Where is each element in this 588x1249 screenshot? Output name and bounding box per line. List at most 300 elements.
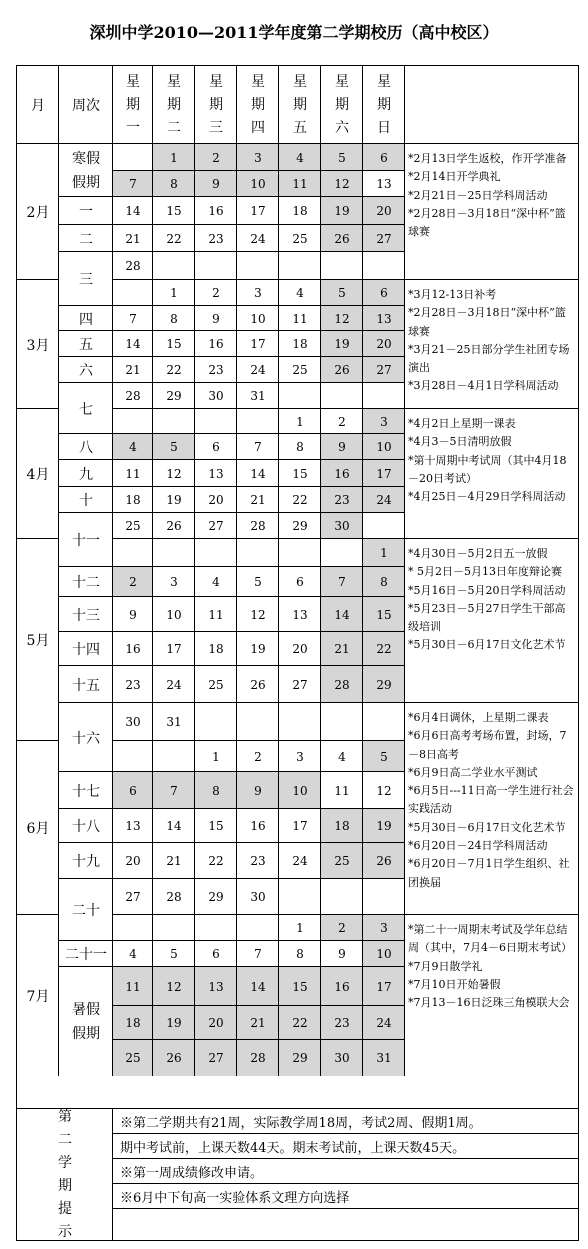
day-number: 6 [296,575,304,589]
day-number: 3 [254,286,262,300]
day-number: 26 [334,363,350,377]
day-number: 5 [338,286,346,300]
day-cell [194,382,237,409]
day-cell [152,143,195,171]
day-number: 8 [296,440,304,454]
day-number: 28 [334,677,350,692]
notes-list [408,150,576,241]
week-label: 六 [79,363,93,379]
day-cell [236,170,279,197]
day-cell [152,596,195,632]
day-cell [320,512,363,539]
header-weekday-char: 星 [335,73,349,90]
note-item: *第二十一周期末考试及学年总结周（其中，7月4－6日期末考试） [408,923,572,955]
day-cell [320,878,363,915]
tips-label-char: 示 [58,1224,72,1240]
day-cell [152,486,195,513]
note-item: *7月9日散学礼 [408,959,483,973]
day-number: 20 [376,204,392,218]
day-cell [278,408,321,434]
day-cell [112,143,153,171]
note-item: *4月30日－5月2日五一放假 [408,547,548,560]
day-number: 26 [250,677,266,692]
day-cell [278,596,321,632]
day-number: 1 [212,749,220,764]
day-number: 9 [254,783,262,798]
day-cell [278,512,321,539]
day-cell [236,196,279,225]
day-number: 12 [376,783,392,798]
day-number: 4 [296,286,304,300]
day-cell [320,914,363,941]
header-weekday [278,65,321,144]
day-number: 18 [125,1016,141,1030]
day-cell [362,740,405,772]
day-cell [236,330,279,357]
day-cell [112,771,153,809]
day-cell [112,808,153,843]
day-cell [320,596,363,632]
day-number: 9 [212,177,220,191]
week-label: 二十 [72,903,100,919]
day-cell [236,408,279,434]
day-number: 14 [166,819,182,833]
day-number: 13 [208,979,224,994]
day-number: 28 [125,259,141,273]
week-label: 十五 [72,677,100,694]
day-cell [320,740,363,772]
day-cell [320,538,363,567]
week-cell [58,566,113,597]
day-cell [320,966,363,1006]
day-number: 14 [250,466,266,481]
day-cell [278,808,321,843]
header-weekday-char: 星 [377,73,391,90]
week-label-line: 寒假 [72,150,100,167]
day-cell [194,459,237,487]
day-number: 30 [125,715,141,729]
week-cell [58,596,113,632]
day-number: 11 [292,177,308,191]
day-number: 27 [125,890,141,904]
day-number: 15 [166,204,182,218]
day-number: 20 [292,642,308,656]
day-number: 9 [212,311,220,326]
tips-label [16,1108,113,1241]
day-number: 23 [125,677,141,692]
day-cell [278,665,321,703]
day-cell [194,433,237,460]
day-cell [194,196,237,225]
day-cell [278,878,321,915]
month-cell [16,408,59,539]
tip-row [112,1108,579,1134]
day-number: 7 [170,783,178,798]
day-number: 11 [208,607,224,622]
day-number: 13 [292,607,308,622]
day-cell [112,940,153,967]
day-cell [278,224,321,252]
header-weekday-char: 一 [126,119,140,136]
day-cell [152,566,195,597]
day-cell [112,433,153,460]
day-number: 10 [250,177,266,191]
day-number: 17 [376,466,392,481]
day-number: 16 [250,819,266,833]
day-number: 30 [334,519,350,533]
header-weekday-char: 星 [293,73,307,90]
header-weekday-char: 星 [209,73,223,90]
month-label: 7月 [26,988,50,1005]
week-label: 十九 [72,854,100,870]
day-cell [362,966,405,1006]
day-cell [320,631,363,666]
week-cell [58,702,113,772]
day-number: 5 [170,947,178,961]
header-weekday [320,65,363,144]
note-item: *5月30日－6月17日文化艺术节 [408,638,566,652]
header-weekday [194,65,237,144]
page-title: 深圳中学2010—2011学年度第二学期校历（高中校区） [89,23,499,42]
day-number: 14 [125,204,141,218]
day-number: 12 [250,607,266,622]
day-cell [152,631,195,666]
day-cell [152,702,195,741]
day-number: 22 [208,854,224,868]
tip-text: ※第二学期共有21周，实际教学周18周，考试2周、假期1周。 [120,1116,482,1131]
day-number: 29 [292,519,308,533]
day-cell [152,512,195,539]
day-cell [152,914,195,941]
day-number: 20 [376,337,392,351]
day-cell [194,279,237,306]
day-number: 14 [250,979,266,994]
day-number: 4 [212,575,220,589]
day-number: 29 [208,890,224,904]
day-cell [112,538,153,567]
day-cell [194,408,237,434]
header-weekday-char: 期 [167,96,181,113]
day-cell [236,940,279,967]
day-cell [194,665,237,703]
day-cell [362,305,405,331]
day-number: 12 [334,177,350,191]
day-cell [112,566,153,597]
day-cell [362,196,405,225]
tip-row [112,1133,579,1159]
day-number: 2 [338,921,346,935]
week-cell [58,251,113,306]
day-number: 17 [166,642,182,656]
day-number: 22 [292,1016,308,1030]
day-number: 22 [166,231,182,246]
day-number: 24 [166,677,182,692]
day-cell [112,596,153,632]
day-number: 7 [254,947,262,961]
day-cell [236,878,279,915]
week-label: 二 [79,231,93,248]
day-number: 27 [208,1051,224,1065]
day-cell [362,665,405,703]
day-cell [362,538,405,567]
day-cell [194,940,237,967]
tip-row-empty [112,1208,579,1241]
day-cell [236,279,279,306]
note-item: *3月12-13日补考 [408,288,497,301]
day-number: 31 [376,1051,392,1065]
day-cell [112,878,153,915]
header-weekday-char: 期 [377,96,391,113]
day-cell [152,356,195,383]
week-cell [58,940,113,967]
day-number: 28 [166,890,182,904]
notes-cell [404,143,579,280]
note-item: *7月10日开始暑假 [408,977,501,991]
week-cell [58,196,113,225]
day-number: 31 [250,389,266,403]
day-cell [278,702,321,741]
day-number: 15 [208,819,224,833]
week-label: 十三 [72,607,100,624]
note-item: *4月25日－4月29日学科周活动 [408,490,566,504]
day-number: 5 [380,749,388,764]
note-item: * 5月2日－5月13日年度辩论赛 [408,565,562,579]
day-cell [278,251,321,280]
day-cell [320,665,363,703]
note-item: *6月4日调休，上星期二课表 [408,711,549,724]
day-cell [194,808,237,843]
day-cell [194,740,237,772]
day-cell [112,842,153,879]
day-number: 13 [208,466,224,481]
day-cell [278,966,321,1006]
note-item: *6月9日高二学业水平测试 [408,765,538,779]
day-cell [320,305,363,331]
day-number: 6 [380,150,388,165]
day-cell [152,433,195,460]
day-number: 8 [170,311,178,326]
day-cell [236,808,279,843]
tips-label-char: 期 [58,1178,72,1194]
day-number: 1 [380,546,388,560]
header-weekday-char: 期 [251,96,265,113]
day-number: 25 [125,519,141,533]
day-cell [236,596,279,632]
day-number: 3 [296,749,304,764]
header-weekday-char: 日 [377,119,391,136]
day-cell [278,382,321,409]
day-cell [362,459,405,487]
day-cell [320,771,363,809]
day-number: 23 [334,1016,350,1030]
day-number: 29 [292,1051,308,1065]
note-item: *4月3－5日清明放假 [408,435,512,449]
day-cell [152,966,195,1006]
day-number: 29 [166,389,182,403]
day-number: 4 [338,749,346,764]
day-cell [320,143,363,171]
day-cell [278,356,321,383]
week-cell [58,631,113,666]
header-weekday [236,65,279,144]
day-cell [362,1005,405,1040]
header-weekday-char: 星 [167,73,181,90]
day-cell [362,512,405,539]
day-cell [194,512,237,539]
day-cell [112,330,153,357]
day-cell [236,665,279,703]
day-number: 12 [166,979,182,994]
day-cell [278,459,321,487]
notes-list [408,709,576,892]
day-number: 15 [376,607,392,622]
week-cell [58,433,113,460]
day-cell [362,808,405,843]
day-cell [236,702,279,741]
day-cell [194,631,237,666]
week-cell [58,382,113,434]
day-cell [194,566,237,597]
week-label: 十七 [72,783,100,800]
note-item: *4月2日上星期一课表 [408,417,516,430]
week-cell [58,665,113,703]
day-number: 23 [208,231,224,246]
day-number: 17 [376,979,392,994]
day-number: 27 [292,677,308,692]
day-number: 4 [129,440,137,454]
day-number: 29 [376,677,392,692]
week-cell [58,305,113,331]
day-number: 8 [212,783,220,798]
day-number: 30 [334,1051,350,1065]
day-number: 2 [254,749,262,764]
day-cell [112,512,153,539]
header-weekday [112,65,153,144]
day-number: 10 [250,311,266,326]
week-cell [58,878,113,941]
week-cell [58,512,113,567]
notes-cell [404,408,579,539]
day-cell [194,538,237,567]
day-number: 11 [292,311,308,326]
notes-cell [404,538,579,703]
day-cell [236,143,279,171]
day-cell [194,1039,237,1076]
day-cell [320,1005,363,1040]
day-cell [362,878,405,915]
day-cell [278,1005,321,1040]
day-number: 21 [125,363,141,377]
day-cell [194,1005,237,1040]
day-number: 15 [292,979,308,994]
day-cell [320,330,363,357]
week-cell [58,330,113,357]
tip-row [112,1158,579,1184]
week-label: 十四 [72,642,100,658]
note-item: *7月13－16日泛珠三角模联大会 [408,996,570,1010]
day-cell [194,224,237,252]
day-number: 10 [376,947,392,961]
day-cell [320,459,363,487]
day-number: 3 [170,575,178,589]
day-cell [362,771,405,809]
week-label: 九 [79,466,93,483]
day-number: 14 [125,337,141,351]
day-number: 24 [250,363,266,377]
day-number: 17 [250,204,266,218]
day-number: 2 [212,286,220,300]
tips-label-char: 二 [58,1132,72,1148]
tips-label-char: 学 [58,1155,72,1171]
day-cell [236,566,279,597]
day-cell [278,914,321,941]
day-cell [236,771,279,809]
tip-text: ※6月中下旬高一实验体系文理方向选择 [120,1191,350,1206]
header-weekday [152,65,195,144]
day-number: 21 [166,854,182,868]
day-cell [236,459,279,487]
day-cell [112,279,153,306]
note-item: *3月28日－4月1日学科周活动 [408,379,559,393]
day-number: 19 [166,1016,182,1030]
day-cell [152,224,195,252]
day-number: 16 [334,979,350,994]
day-number: 17 [292,819,308,833]
day-cell [194,330,237,357]
note-item: *5月30日－6月17日文化艺术节 [408,820,566,834]
day-cell [362,382,405,409]
day-number: 16 [334,466,350,481]
week-label: 二十一 [65,947,107,963]
day-cell [194,486,237,513]
day-cell [236,356,279,383]
day-cell [278,170,321,197]
day-cell [112,486,153,513]
day-cell [194,771,237,809]
day-cell [320,196,363,225]
day-number: 10 [376,440,392,454]
tips-label-char: 提 [58,1201,72,1217]
day-number: 12 [334,311,350,326]
header-week-label: 周次 [72,98,100,114]
day-cell [236,305,279,331]
day-number: 1 [296,414,304,429]
day-cell [152,279,195,306]
day-number: 18 [292,204,308,218]
day-cell [236,224,279,252]
notes-list [408,286,576,396]
header-month [16,65,59,144]
week-cell [58,459,113,487]
header-weekday-char: 期 [335,96,349,113]
day-cell [112,305,153,331]
day-number: 27 [208,519,224,533]
day-cell [278,842,321,879]
day-cell [278,196,321,225]
day-cell [362,914,405,941]
day-cell [112,196,153,225]
day-number: 19 [334,337,350,351]
day-number: 19 [334,204,350,218]
day-cell [194,305,237,331]
day-cell [152,170,195,197]
day-cell [194,878,237,915]
day-number: 16 [208,337,224,351]
day-number: 6 [380,286,388,300]
day-number: 5 [254,575,262,589]
day-cell [112,356,153,383]
day-cell [112,631,153,666]
